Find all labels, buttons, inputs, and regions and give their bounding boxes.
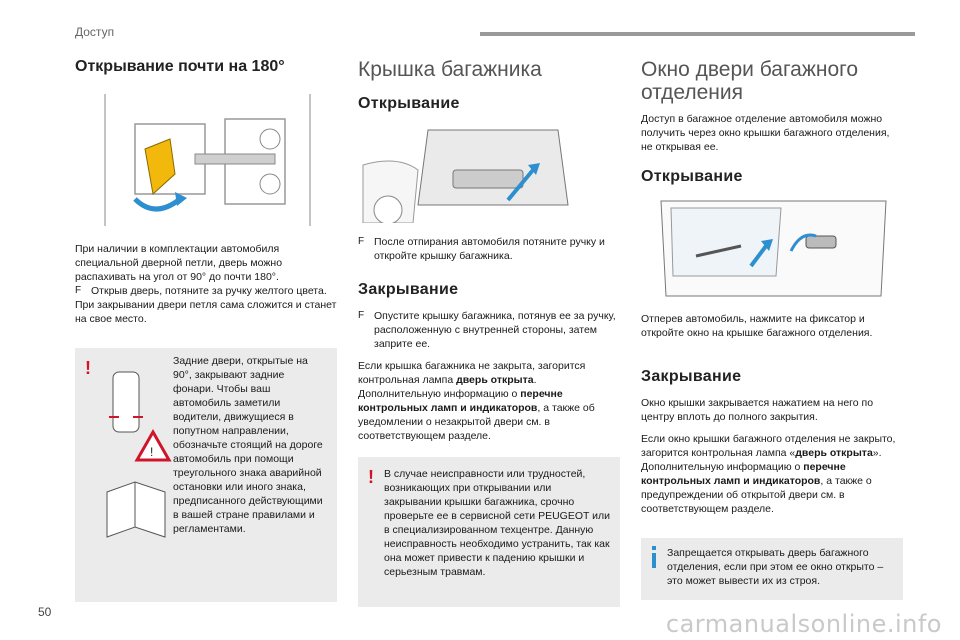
boot-window-intro: Доступ в багажное отделение автомобиля можно получить через окно крышки багажного отделения, не открывая ее. [641,113,890,154]
boot-close-bullet [358,309,620,351]
warning-text-door: Задние двери, открытые на 90°, закрывают задние фонари. Чтобы ваш автомобиль заметили водители, движущиеся в попутном направлении, обозначьте стоящий на дороге автомобиль при помощи треугольного знака аварийной остановки или иного знака, предписанного действующими в вашей стране правилами и регламентами. [173,355,323,535]
section-title-boot-lid: Крышка багажника [358,58,542,81]
indicator-list-link: перечне контрольных ламп и индикаторов [358,388,563,415]
boot-lid-illustration [358,125,620,223]
column-door-180 [75,58,337,602]
bullet-marker: F [358,310,365,322]
subtitle-window-close: Закрывание [641,368,742,386]
warning-icon: ! [368,467,374,488]
section-title-boot-window: Окно двери багажного отделения [641,58,859,105]
boot-close-paragraph: Если крышка багажника не закрыта, загорится контрольная лампа дверь открыта. Дополнительную информацию о перечне контрольных ламп и индикаторов, а также об уведомлении о незакрытой двери см. в соответствующем разделе. [358,360,595,443]
subtitle-window-open: Открывание [641,168,743,186]
door-180-bullet-text: Открыв дверь, потяните за ручку желтого цвета. [91,285,327,297]
door-hinge-illustration [75,94,337,226]
boot-lid-figure [358,125,620,223]
window-close-paragraph-1: Окно крышки закрывается нажатием на него по центру вплоть до полного закрытия. [641,397,874,424]
warning-icon: ! [85,358,91,378]
section-title-door-180: Открывание почти на 180° [75,58,285,75]
warning-box-door [75,348,337,602]
watermark: carmanualsonline.info [665,610,942,638]
door-hinge-figure [75,94,337,226]
warning-lamp-name: дверь открыта [795,447,873,460]
warning-lamp-name: дверь открыта [456,374,534,387]
subtitle-boot-open: Открывание [358,95,460,113]
warning-text-boot: В случае неисправности или трудностей, возникающих при открывании или закрывании крышки багажника, срочно проверьте ее в сервисной сети PEUGEOT или в специализированном техцентре. Данную неисправность необходимо устранить, так как она может привести к падению крышки и серьезным травмам. [384,468,610,579]
door-180-paragraph-2: При закрывании двери петля сама сложится и станет на свое место. [75,299,337,325]
window-close-paragraph-2: Если окно крышки багажного отделения не закрыто, загорится контрольная лампа «дверь открыта». Дополнительную информацию о перечне контрольных ламп и индикаторов, а также о предупреждении об открытой двери см. в соответствующем разделе. [641,433,896,516]
header-rule [480,32,915,36]
vehicle-triangle-illustration [105,362,175,552]
boot-window-figure [641,196,903,304]
bullet-marker: F [358,236,365,248]
boot-open-text: После отпирания автомобиля потяните ручку и откройте крышку багажника. [374,236,605,263]
boot-close-text: Опустите крышку багажника, потянув ее за ручку, расположенную с внутренней стороны, затем заприте ее. [374,310,616,351]
door-180-paragraph: При наличии в комплектации автомобиля специальной дверной петли, дверь можно распахивать на угол от 90° до почти 180°. [75,243,283,283]
svg-text:!: ! [150,445,154,459]
warning-box-boot [358,457,620,607]
info-text-window: Запрещается открывать дверь багажного отделения, если при этом ее окно открыто – это может вывести их из строя. [667,547,884,588]
info-icon [651,546,655,566]
window-open-paragraph: Отперев автомобиль, нажмите на фиксатор и откройте окно на крышке багажного отделения. [641,313,873,340]
indicator-list-link: перечне контрольных ламп и индикаторов [641,461,846,488]
page-number: 50 [38,605,52,619]
door-180-bullet [75,284,337,298]
section-header: Доступ [75,25,115,39]
boot-open-bullet [358,235,620,263]
column-boot-lid [358,58,620,607]
bullet-marker: F [75,285,82,296]
boot-window-illustration [641,196,903,304]
subtitle-boot-close: Закрывание [358,281,459,299]
info-box-window [641,538,903,600]
column-boot-window [641,58,903,600]
